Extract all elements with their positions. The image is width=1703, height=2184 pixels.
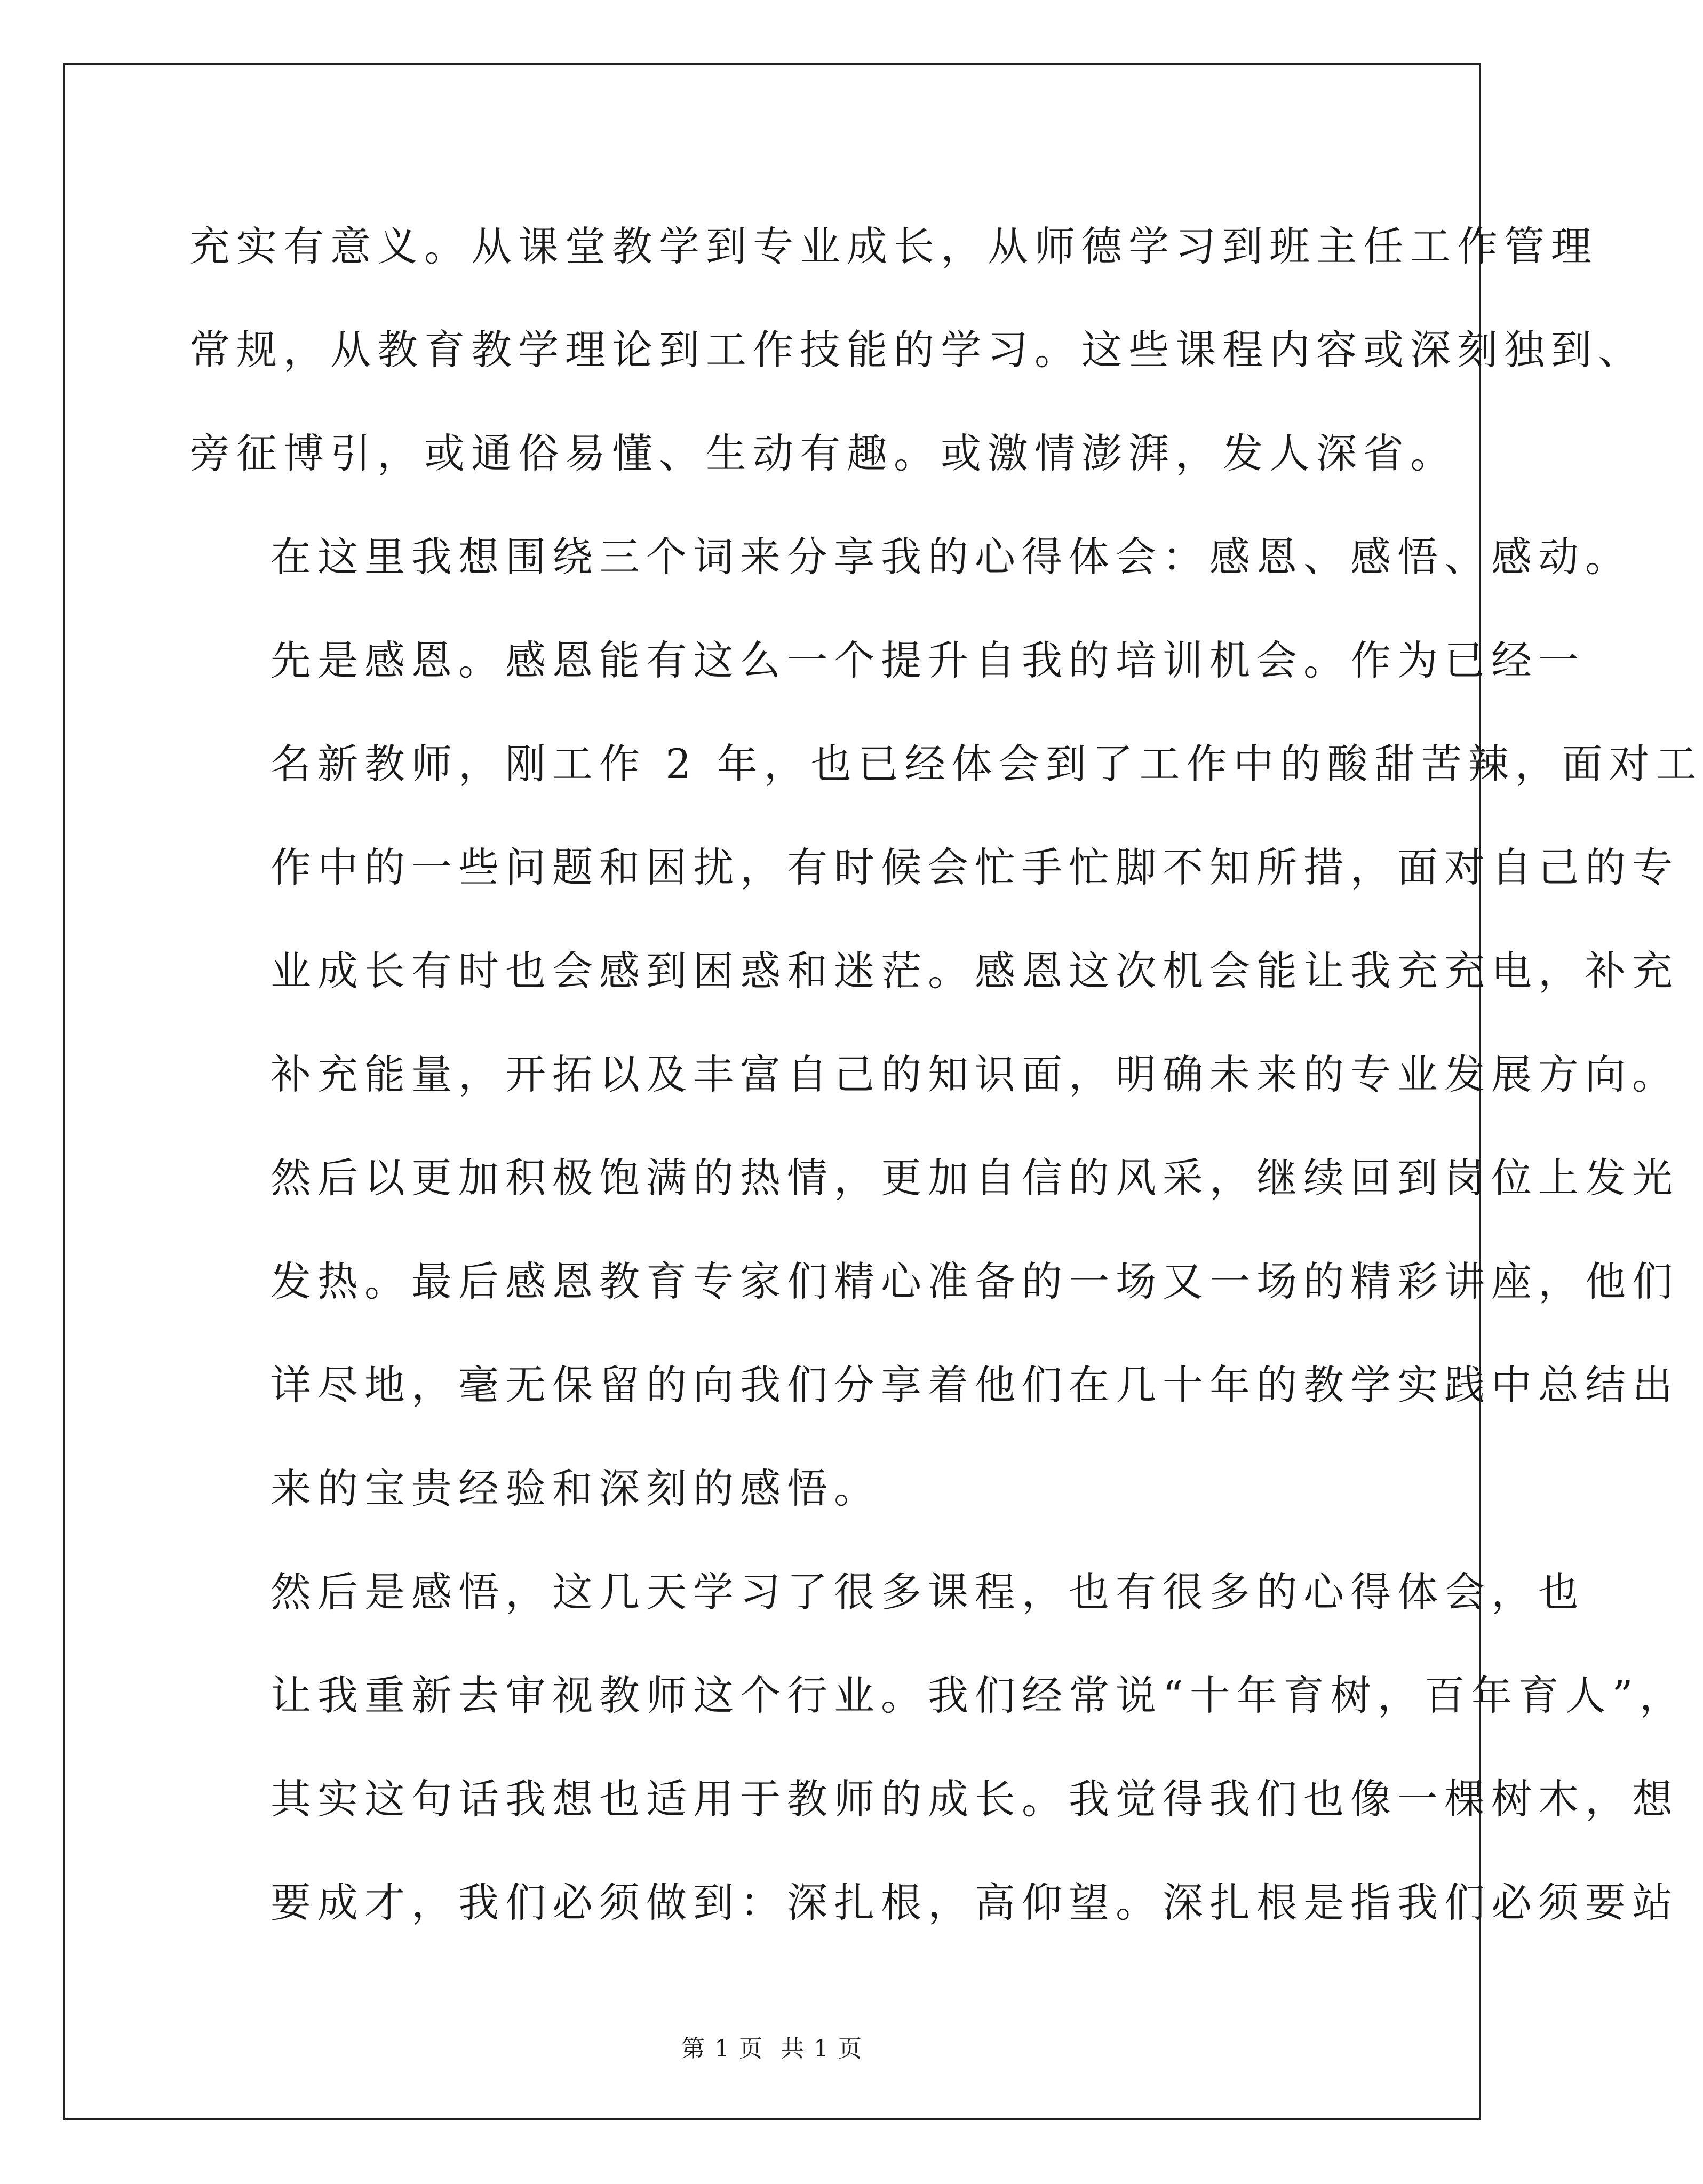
text-line: 发热。最后感恩教育专家们精心准备的一场又一场的精彩讲座，他们 — [270, 1258, 1679, 1305]
page-total: 共 1 页 — [781, 2035, 863, 2062]
text-line: 要成才，我们必须做到：深扎根，高仰望。深扎根是指我们必须要站 — [270, 1879, 1679, 1926]
paragraph-3 — [189, 609, 1703, 1540]
text-line: 让我重新去审视教师这个行业。我们经常说“十年育树，百年育人”， — [270, 1672, 1686, 1719]
text-line: 充实有意义。从课堂教学到专业成长，从师德学习到班主任工作管理 — [189, 223, 1598, 270]
text-line: 来的宝贵经验和深刻的感悟。 — [270, 1465, 881, 1512]
text-line: 常规，从教育教学理论到工作技能的学习。这些课程内容或深刻独到、 — [189, 326, 1645, 374]
paragraph-1 — [189, 195, 1645, 505]
text-line: 作中的一些问题和困扰，有时候会忙手忙脚不知所措，面对自己的专 — [270, 844, 1679, 891]
page-footer — [0, 2033, 1544, 2065]
text-line: 其实这句话我想也适用于教师的成长。我觉得我们也像一棵树木，想 — [270, 1775, 1679, 1823]
text-line: 详尽地，毫无保留的向我们分享着他们在几十年的教学实践中总结出 — [270, 1361, 1679, 1409]
text-line: 补充能量，开拓以及丰富自己的知识面，明确未来的专业发展方向。 — [270, 1051, 1679, 1098]
text-line: 在这里我想围绕三个词来分享我的心得体会：感恩、感悟、感动。 — [270, 533, 1632, 581]
page-number: 第 1 页 — [681, 2035, 763, 2062]
paragraph-2 — [189, 505, 1632, 609]
document-body — [189, 195, 1703, 1955]
text-line: 业成长有时也会感到困惑和迷茫。感恩这次机会能让我充充电，补充 — [270, 947, 1679, 995]
text-line: 然后以更加积极饱满的热情，更加自信的风采，继续回到岗位上发光 — [270, 1154, 1679, 1202]
text-line: 旁征博引，或通俗易懂、生动有趣。或激情澎湃，发人深省。 — [189, 430, 1457, 477]
paragraph-4 — [189, 1540, 1686, 1955]
text-line: 先是感恩。感恩能有这么一个提升自我的培训机会。作为已经一 — [270, 637, 1585, 684]
text-line: 然后是感悟，这几天学习了很多课程，也有很多的心得体会，也 — [270, 1568, 1585, 1616]
text-line: 名新教师，刚工作 2 年，也已经体会到了工作中的酸甜苦辣，面对工 — [270, 740, 1703, 788]
